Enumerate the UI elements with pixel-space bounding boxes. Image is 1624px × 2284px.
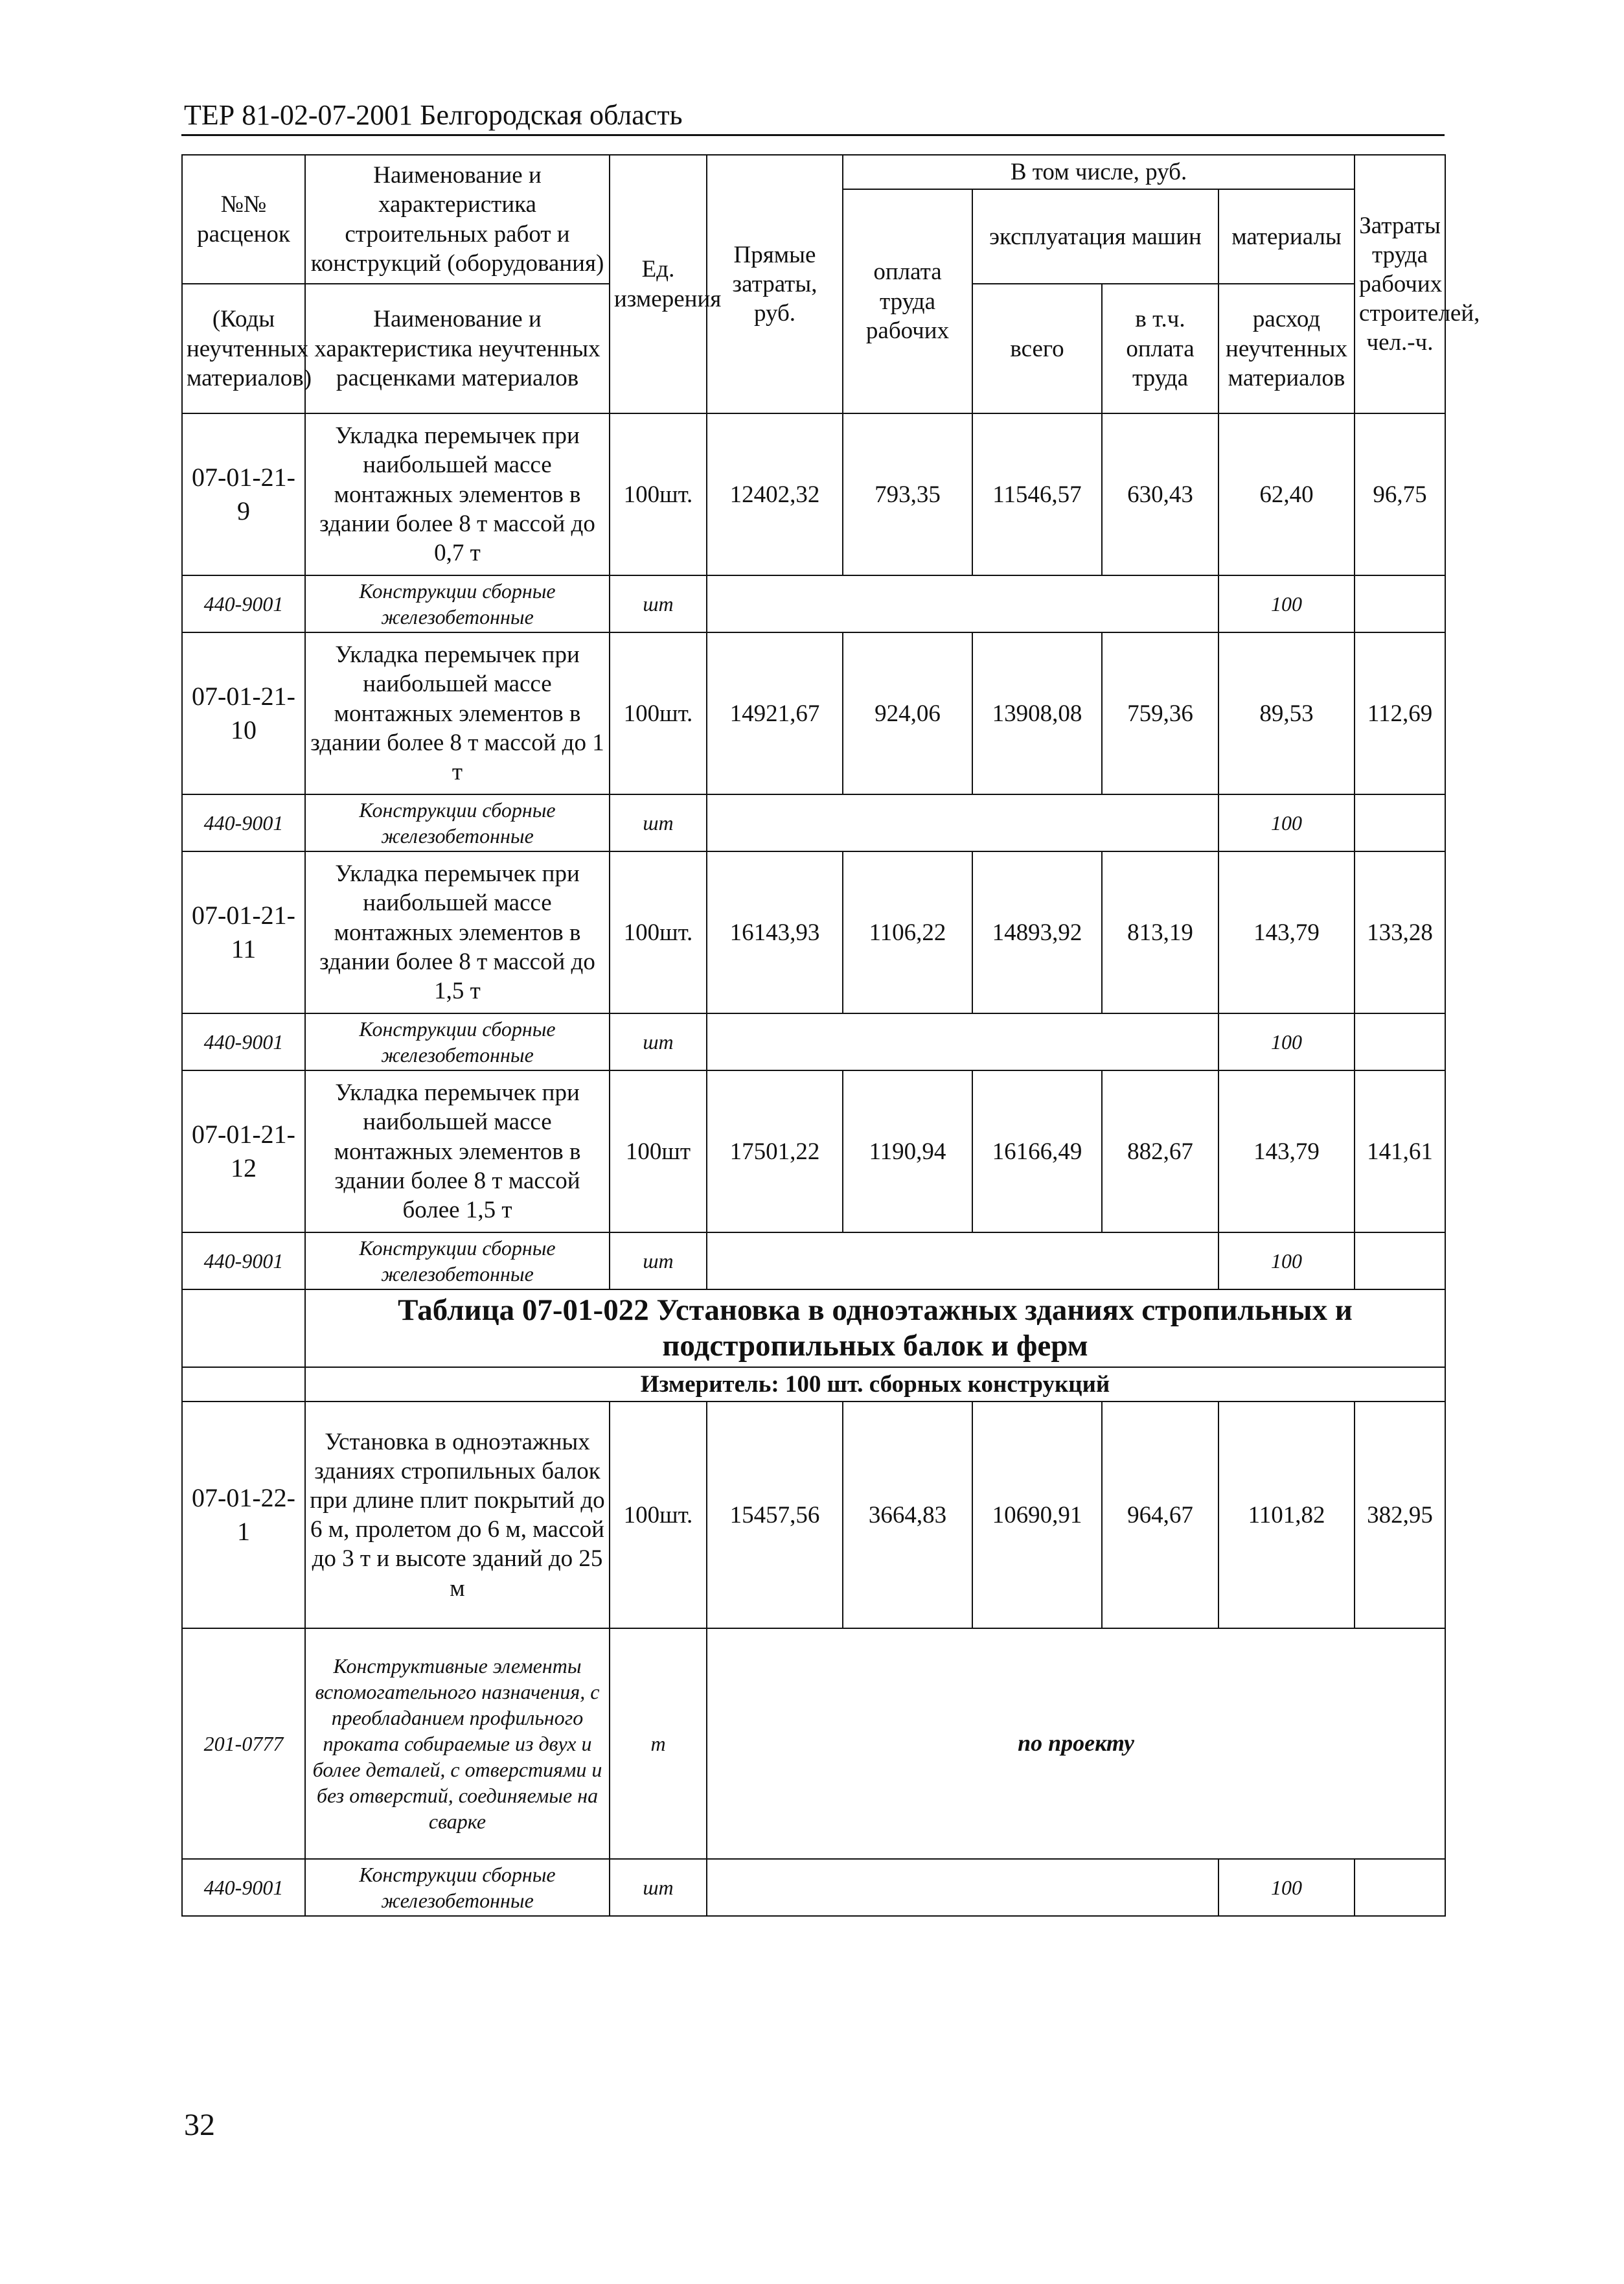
empty-span	[707, 794, 1218, 851]
unit-cell: т	[610, 1628, 707, 1859]
labor-hours-cell: 133,28	[1355, 851, 1445, 1013]
table-row	[182, 632, 1445, 794]
materials-cell: 143,79	[1218, 1070, 1355, 1232]
materials-cell: 89,53	[1218, 632, 1355, 794]
materials-unaccounted-cell: 100	[1218, 1859, 1355, 1916]
machines-total-cell: 13908,08	[972, 632, 1102, 794]
material-code: 440-9001	[182, 575, 305, 632]
header-unit: Ед. измерения	[610, 155, 707, 413]
unit-cell: 100шт.	[610, 1402, 707, 1628]
work-name: Укладка перемычек при наибольшей массе монтажных элементов в здании более 8 т массой до 1,5 т	[305, 851, 610, 1013]
material-code: 440-9001	[182, 1859, 305, 1916]
table-row	[182, 851, 1445, 1013]
labor-pay-cell: 1106,22	[843, 851, 972, 1013]
header-machines: эксплуатация машин	[972, 189, 1218, 284]
table-row	[182, 1013, 1445, 1070]
direct-costs-cell: 15457,56	[707, 1402, 843, 1628]
measure-unit: Измеритель: 100 шт. сборных конструкций	[305, 1367, 1445, 1402]
unit-cell: шт	[610, 575, 707, 632]
table-row	[182, 575, 1445, 632]
table-title-row	[182, 1289, 1445, 1367]
material-code: 440-9001	[182, 794, 305, 851]
machines-labor-cell: 964,67	[1102, 1402, 1218, 1628]
table-row	[182, 1859, 1445, 1916]
header-name: Наименование и характеристика строительных работ и конструкций (оборудования)	[305, 155, 610, 284]
table-row	[182, 1628, 1445, 1859]
labor-pay-cell: 924,06	[843, 632, 972, 794]
empty-span	[707, 1232, 1218, 1289]
labor-hours-cell: 382,95	[1355, 1402, 1445, 1628]
header-rule	[181, 134, 1445, 136]
direct-costs-cell: 12402,32	[707, 413, 843, 575]
table-row	[182, 413, 1445, 575]
header-code-unaccounted: (Коды неучтенных материалов)	[182, 284, 305, 413]
table-row	[182, 1402, 1445, 1628]
header-machines-total: всего	[972, 284, 1102, 413]
direct-costs-cell: 16143,93	[707, 851, 843, 1013]
material-code: 440-9001	[182, 1013, 305, 1070]
direct-costs-cell: 14921,67	[707, 632, 843, 794]
work-name: Укладка перемычек при наибольшей массе монтажных элементов в здании более 8 т массой до 1 т	[305, 632, 610, 794]
rate-code: 07-01-21-9	[182, 413, 305, 575]
machines-total-cell: 16166,49	[972, 1070, 1102, 1232]
header-labor-hours: Затраты труда рабочих строителей, чел.-ч.	[1355, 155, 1445, 413]
price-norms-table	[181, 154, 1480, 1917]
labor-pay-cell: 1190,94	[843, 1070, 972, 1232]
table-row	[182, 1070, 1445, 1232]
material-name: Конструктивные элементы вспомогательного назначения, с преобладанием профильного проката собираемые из двух и более деталей, с отверстиями и без отверстий, соединяемые на сварке	[305, 1628, 610, 1859]
empty-cell	[1355, 794, 1445, 851]
table-row	[182, 794, 1445, 851]
unit-cell: шт	[610, 1013, 707, 1070]
material-name: Конструкции сборные железобетонные	[305, 1232, 610, 1289]
unit-cell: 100шт.	[610, 632, 707, 794]
empty-cell	[1355, 1232, 1445, 1289]
machines-total-cell: 10690,91	[972, 1402, 1102, 1628]
header-labor-pay: оплата труда рабочих	[843, 189, 972, 413]
machines-labor-cell: 882,67	[1102, 1070, 1218, 1232]
materials-unaccounted-cell: 100	[1218, 1013, 1355, 1070]
materials-unaccounted-cell: 100	[1218, 575, 1355, 632]
empty-cell	[1355, 1859, 1445, 1916]
labor-pay-cell: 3664,83	[843, 1402, 972, 1628]
material-name: Конструкции сборные железобетонные	[305, 794, 610, 851]
materials-cell: 62,40	[1218, 413, 1355, 575]
header-machines-labor: в т.ч. оплата труда	[1102, 284, 1218, 413]
empty-cell	[1355, 575, 1445, 632]
unit-cell: шт	[610, 794, 707, 851]
materials-unaccounted-cell: 100	[1218, 1232, 1355, 1289]
materials-cell: 1101,82	[1218, 1402, 1355, 1628]
unit-cell: 100шт.	[610, 851, 707, 1013]
work-name: Укладка перемычек при наибольшей массе монтажных элементов в здании более 8 т массой до 0,7 т	[305, 413, 610, 575]
machines-total-cell: 14893,92	[972, 851, 1102, 1013]
rate-code: 07-01-21-11	[182, 851, 305, 1013]
machines-labor-cell: 759,36	[1102, 632, 1218, 794]
unit-cell: шт	[610, 1859, 707, 1916]
header-materials-unaccounted: расход неучтенных материалов	[1218, 284, 1355, 413]
unit-cell: шт	[610, 1232, 707, 1289]
rate-code: 07-01-22-1	[182, 1402, 305, 1628]
header-including: В том числе, руб.	[843, 155, 1355, 189]
by-project-note: по проекту	[707, 1628, 1445, 1859]
header-direct-costs: Прямые затраты, руб.	[707, 155, 843, 413]
material-name: Конструкции сборные железобетонные	[305, 1859, 610, 1916]
machines-labor-cell: 630,43	[1102, 413, 1218, 575]
header-name-unaccounted: Наименование и характеристика неучтенных расценками материалов	[305, 284, 610, 413]
labor-hours-cell: 96,75	[1355, 413, 1445, 575]
work-name: Установка в одноэтажных зданиях стропильных балок при длине плит покрытий до 6 м, пролетом до 6 м, массой до 3 т и высоте зданий до 25 м	[305, 1402, 610, 1628]
labor-pay-cell: 793,35	[843, 413, 972, 575]
unit-cell: 100шт	[610, 1070, 707, 1232]
empty-cell	[1355, 1013, 1445, 1070]
direct-costs-cell: 17501,22	[707, 1070, 843, 1232]
materials-unaccounted-cell: 100	[1218, 794, 1355, 851]
material-name: Конструкции сборные железобетонные	[305, 575, 610, 632]
labor-hours-cell: 112,69	[1355, 632, 1445, 794]
empty-cell	[182, 1289, 305, 1367]
unit-cell: 100шт.	[610, 413, 707, 575]
page-number: 32	[184, 2108, 215, 2142]
empty-span	[707, 1013, 1218, 1070]
rate-code: 07-01-21-10	[182, 632, 305, 794]
page-header: ТЕР 81-02-07-2001 Белгородская область	[184, 99, 683, 131]
labor-hours-cell: 141,61	[1355, 1070, 1445, 1232]
header-code: №№ расценок	[182, 155, 305, 284]
table-row	[182, 1232, 1445, 1289]
material-name: Конструкции сборные железобетонные	[305, 1013, 610, 1070]
empty-span	[707, 575, 1218, 632]
rate-code: 07-01-21-12	[182, 1070, 305, 1232]
machines-total-cell: 11546,57	[972, 413, 1102, 575]
materials-cell: 143,79	[1218, 851, 1355, 1013]
header-materials: материалы	[1218, 189, 1355, 284]
machines-labor-cell: 813,19	[1102, 851, 1218, 1013]
empty-span	[707, 1859, 1218, 1916]
empty-cell	[182, 1367, 305, 1402]
work-name: Укладка перемычек при наибольшей массе монтажных элементов в здании более 8 т массой более 1,5 т	[305, 1070, 610, 1232]
section-table-title: Таблица 07-01-022 Установка в одноэтажных зданиях стропильных и подстропильных балок и ферм	[305, 1289, 1445, 1367]
table-measure-row	[182, 1367, 1445, 1402]
material-code: 201-0777	[182, 1628, 305, 1859]
material-code: 440-9001	[182, 1232, 305, 1289]
